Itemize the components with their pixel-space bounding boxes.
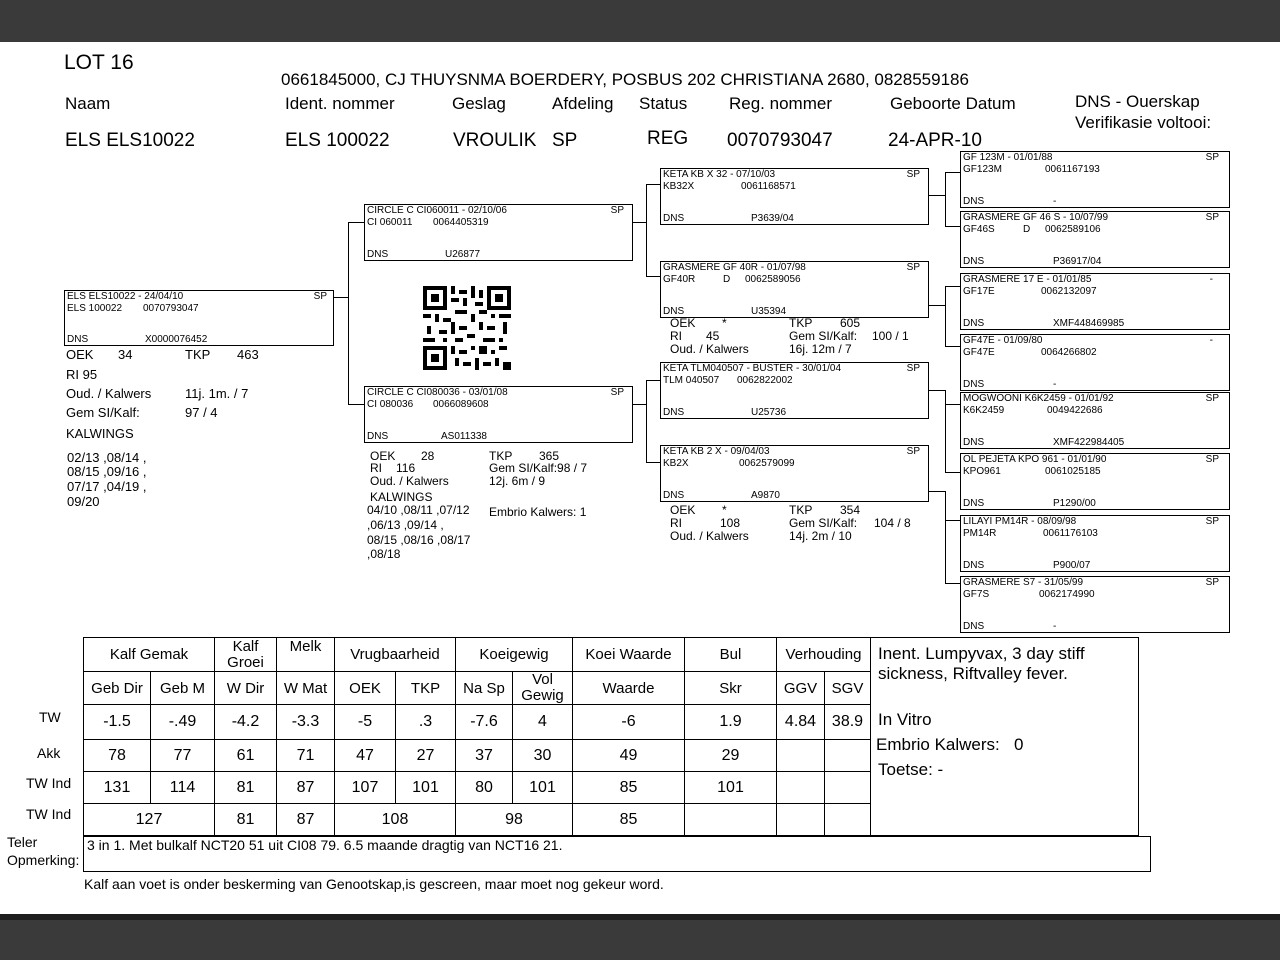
dam-tkp: 365 [539, 449, 560, 463]
twind-cell: 85 [573, 772, 685, 804]
gp-sp: SP [906, 169, 920, 180]
gp-id: KB2X [663, 458, 689, 469]
twind-cell: 101 [396, 772, 456, 804]
header-status: Status [639, 94, 688, 113]
teler-remarks-box [83, 836, 1151, 872]
sire-box-sp: SP [610, 205, 624, 216]
row-label-tw: TW [39, 709, 61, 725]
gp-reg: 0061168571 [741, 181, 796, 192]
ggp-box-1 [960, 151, 1230, 208]
group-koei-waarde: Koei Waarde [573, 638, 685, 672]
gp4-oek-label: OEK [670, 503, 696, 517]
ggp-title: GRASMERE S7 - 31/05/99 [963, 577, 1084, 588]
notes-invitro: In Vitro [878, 710, 932, 729]
connector [646, 380, 647, 462]
twind2-cell: 85 [573, 804, 685, 836]
akk-cell: 27 [396, 740, 456, 772]
value-naam: ELS ELS10022 [65, 130, 195, 151]
animal-box-sp: SP [313, 291, 327, 302]
gp4-ri: 108 [720, 516, 741, 530]
ggp-id: GF7S [963, 589, 990, 600]
ggp-title: GRASMERE GF 46 S - 10/07/99 [963, 212, 1109, 223]
gp-title: GRASMERE GF 40R - 01/07/98 [663, 262, 806, 273]
gp-box-3 [660, 362, 929, 419]
gp-dnsno: U25736 [751, 407, 787, 418]
group-kalf-groei: Kalf Groei [215, 638, 277, 672]
ggp-sp: - [1209, 335, 1213, 346]
ggp-sp: - [1209, 274, 1213, 285]
sub-na-sp: Na Sp [456, 672, 513, 705]
sub-geb-dir: Geb Dir [84, 672, 151, 705]
gp4-oud: 14j. 2m / 10 [789, 529, 852, 543]
dam-oud-label: Oud. / Kalwers [370, 474, 449, 488]
animal-box-dns: DNS [67, 334, 89, 345]
ggp-box-3 [960, 273, 1230, 330]
akk-cell: 77 [151, 740, 215, 772]
ggp-id: KPO961 [963, 466, 1001, 477]
twind-cell: 114 [151, 772, 215, 804]
gp-dns: DNS [663, 490, 685, 501]
connector [348, 222, 349, 404]
group-kalf-gemak: Kalf Gemak [84, 638, 215, 672]
ggp-box-4 [960, 334, 1230, 391]
dam-tkp-label: TKP [489, 449, 513, 463]
gp-title: KETA TLM040507 - BUSTER - 30/01/04 [663, 363, 842, 374]
ggp-sp: SP [1205, 393, 1219, 404]
gp4-tkp: 354 [840, 503, 861, 517]
gp4-gem-label: Gem SI/Kalf: [789, 516, 858, 530]
sire-box-dnsno: U26877 [445, 249, 481, 260]
ggp-reg: 0061176103 [1043, 528, 1098, 539]
connector [633, 222, 646, 223]
bottom-bar [0, 914, 1280, 960]
gp-sp: SP [906, 363, 920, 374]
ggp-dnsno: XMF448469985 [1053, 318, 1125, 329]
gp4-ri-label: RI [670, 516, 682, 530]
connector [945, 226, 960, 227]
dam-oek: 28 [421, 449, 435, 463]
notes-embrio-label: Embrio Kalwers: [876, 735, 1000, 754]
animal-gem: 97 / 4 [185, 405, 218, 420]
connector [929, 390, 945, 391]
connector [929, 491, 945, 492]
gp-dnsno: P3639/04 [751, 213, 794, 224]
ggp-dnsno: XMF422984405 [1053, 437, 1125, 448]
ggp-dns: DNS [963, 498, 985, 509]
dam-box-id: CI 080036 [367, 399, 414, 410]
value-geboorte: 24-APR-10 [888, 130, 982, 151]
connector [929, 305, 945, 306]
tw-cell: -3.3 [277, 705, 335, 740]
value-status: REG [647, 128, 689, 149]
connector [945, 520, 960, 521]
sire-box-title: CIRCLE C CI060011 - 02/10/06 [367, 205, 507, 216]
sire-box-dns: DNS [367, 249, 389, 260]
connector [945, 172, 960, 173]
gp-title: KETA KB 2 X - 09/04/03 [663, 446, 770, 457]
group-koeigewig: Koeigewig [456, 638, 573, 672]
animal-kalwings: KALWINGS [66, 426, 134, 441]
group-bul: Bul [685, 638, 777, 672]
ggp-dnsno: - [1053, 196, 1057, 207]
ggp-reg: 0062132097 [1041, 286, 1097, 297]
tw-cell: -5 [335, 705, 396, 740]
ggp-box-6 [960, 453, 1230, 510]
sub-tkp: TKP [396, 672, 456, 705]
gp4-oud-label: Oud. / Kalwers [670, 529, 749, 543]
value-geslag: VROULIK [453, 130, 537, 151]
tw-cell: -4.2 [215, 705, 277, 740]
gp-id: KB32X [663, 181, 695, 192]
ggp-dnsno: P36917/04 [1053, 256, 1102, 267]
ggp-title: LILAYI PM14R - 08/09/98 [963, 516, 1077, 527]
ggp-title: GF 123M - 01/01/88 [963, 152, 1053, 163]
connector [945, 390, 946, 472]
tw-cell: -1.5 [84, 705, 151, 740]
gp2-oek-label: OEK [670, 316, 696, 330]
performance-table [83, 637, 1139, 836]
ggp-dnsno: - [1053, 379, 1057, 390]
gp-id: TLM 040507 [663, 375, 720, 386]
connector [348, 222, 364, 223]
header-geslag: Geslag [452, 94, 506, 113]
ggp-sp: SP [1205, 152, 1219, 163]
gp2-gem-label: Gem SI/Kalf: [789, 329, 858, 343]
sub-ggv: GGV [777, 672, 825, 705]
ggp-dnsno: - [1053, 621, 1057, 632]
tw-cell: 4.84 [777, 705, 825, 740]
gp4-oek: * [722, 503, 727, 517]
tw-cell: 38.9 [825, 705, 871, 740]
ggp-id: GF46S [963, 224, 995, 235]
connector [633, 404, 646, 405]
connector [945, 286, 946, 346]
tw-cell: -6 [573, 705, 685, 740]
gp2-ri-label: RI [670, 329, 682, 343]
twind2-cell [777, 804, 825, 836]
animal-box-title: ELS ELS10022 - 24/04/10 [67, 291, 184, 302]
connector [348, 404, 364, 405]
ggp-dns: DNS [963, 437, 985, 448]
twind-cell [777, 772, 825, 804]
twind-cell: 131 [84, 772, 151, 804]
animal-kalw-line: 07/17 ,04/19 , [67, 479, 147, 494]
notes-toetse: Toetse: - [878, 760, 944, 779]
gp-dnsno: A9870 [751, 490, 780, 501]
sub-w-dir: W Dir [215, 672, 277, 705]
teler-label: Teler [7, 834, 38, 850]
ggp-box-5 [960, 392, 1230, 449]
animal-kalw-line: 09/20 [67, 494, 100, 509]
akk-cell: 30 [513, 740, 573, 772]
tw-cell: .3 [396, 705, 456, 740]
dam-box-reg: 0066089608 [433, 399, 489, 410]
ggp-reg: 0049422686 [1047, 405, 1103, 416]
sub-waarde: Waarde [573, 672, 685, 705]
lot-title: LOT 16 [64, 51, 134, 74]
header-dns-1: DNS - Ouerskap [1075, 92, 1200, 111]
gp2-tkp: 605 [840, 316, 861, 330]
connector [945, 472, 960, 473]
animal-kalw-line: 08/15 ,09/16 , [67, 464, 147, 479]
gp-dnsno: U35394 [751, 306, 787, 317]
animal-oud-label: Oud. / Kalwers [66, 386, 152, 401]
group-vrugbaarheid: Vrugbaarheid [335, 638, 456, 672]
ggp-sp: SP [1205, 454, 1219, 465]
gp4-gem: 104 / 8 [874, 516, 911, 530]
gp-dns: DNS [663, 306, 685, 317]
animal-oek-label: OEK [66, 347, 94, 362]
value-reg: 0070793047 [727, 130, 833, 151]
ggp-title: GF47E - 01/09/80 [963, 335, 1043, 346]
animal-box-id: ELS 100022 [67, 303, 123, 314]
ggp-dns: DNS [963, 196, 985, 207]
gp-title: KETA KB X 32 - 07/10/03 [663, 169, 776, 180]
header-dns-2: Verifikasie voltooi: [1075, 113, 1212, 132]
connector [646, 184, 660, 185]
gp-dns: DNS [663, 407, 685, 418]
animal-box [64, 290, 334, 346]
tw-cell: -.49 [151, 705, 215, 740]
dam-oek-label: OEK [370, 449, 396, 463]
dam-gem: Gem SI/Kalf:98 / 7 [489, 461, 588, 475]
ggp-dns: DNS [963, 318, 985, 329]
gp-reg: 0062589056 [745, 274, 801, 285]
dam-box-dnsno: AS011338 [441, 431, 487, 442]
animal-tkp-label: TKP [185, 347, 211, 362]
dam-kalwings: KALWINGS [370, 490, 433, 504]
animal-oud: 11j. 1m. / 7 [185, 386, 249, 401]
akk-cell: 71 [277, 740, 335, 772]
ggp-sex: D [1023, 224, 1031, 235]
gp2-oud-label: Oud. / Kalwers [670, 342, 749, 356]
twind-cell: 101 [513, 772, 573, 804]
connector [646, 184, 647, 276]
twind-cell: 107 [335, 772, 396, 804]
connector [945, 286, 960, 287]
connector [646, 380, 660, 381]
animal-gem-label: Gem SI/Kalf: [66, 405, 140, 420]
animal-box-reg: 0070793047 [143, 303, 199, 314]
sub-sgv: SGV [825, 672, 871, 705]
ggp-dnsno: P900/07 [1053, 560, 1091, 571]
twind2-cell: 87 [277, 804, 335, 836]
ggp-sp: SP [1205, 577, 1219, 588]
teler-remarks: 3 in 1. Met bulkalf NCT20 51 uit CI08 79. 6.5 maande dragtig van NCT16 21. [87, 837, 563, 853]
sub-geb-m: Geb M [151, 672, 215, 705]
connector [646, 462, 660, 463]
connector [945, 346, 960, 347]
header-reg: Reg. nommer [729, 94, 832, 113]
gp4-tkp-label: TKP [789, 503, 813, 517]
ggp-id: GF17E [963, 286, 995, 297]
twind2-cell: 108 [335, 804, 456, 836]
connector [929, 195, 945, 196]
notes-cell [871, 638, 1139, 836]
dam-ri: 116 [396, 461, 416, 475]
akk-cell [825, 740, 871, 772]
dam-kalw-line: 04/10 ,08/11 ,07/12 [367, 503, 470, 517]
ggp-id: GF47E [963, 347, 995, 358]
ggp-box-8 [960, 576, 1230, 633]
dam-oud: 12j. 6m / 9 [489, 474, 546, 488]
akk-cell: 61 [215, 740, 277, 772]
gp-reg: 0062822002 [737, 375, 793, 386]
dam-kalw-line: 08/15 ,08/16 ,08/17 [367, 533, 471, 547]
row-label-twind: TW Ind [26, 775, 72, 791]
sire-box [364, 204, 633, 261]
connector [334, 297, 348, 298]
qr-code [423, 286, 511, 370]
sub-skr: Skr [685, 672, 777, 705]
twind-cell: 80 [456, 772, 513, 804]
notes-inent: Inent. Lumpyvax, 3 day stiff sickness, Riftvalley fever. [878, 644, 1085, 683]
dam-embrio: Embrio Kalwers: 1 [489, 505, 587, 519]
row-label-twind-2: TW Ind [26, 806, 72, 822]
group-melk: Melk [277, 638, 335, 672]
twind2-cell: 127 [84, 804, 215, 836]
ggp-dns: DNS [963, 379, 985, 390]
ggp-id: K6K2459 [963, 405, 1005, 416]
connector [646, 276, 660, 277]
ggp-sp: SP [1205, 212, 1219, 223]
ggp-title: MOGWOONI K6K2459 - 01/01/92 [963, 393, 1114, 404]
dam-kalw-line: ,06/13 ,09/14 , [367, 518, 444, 532]
value-afdeling: SP [552, 130, 578, 151]
ggp-reg: 0061167193 [1045, 164, 1100, 175]
animal-kalw-line: 02/13 ,08/14 , [67, 450, 147, 465]
sub-w-mat: W Mat [277, 672, 335, 705]
dam-kalw-line: ,08/18 [367, 547, 401, 561]
ggp-reg: 0061025185 [1045, 466, 1101, 477]
akk-cell: 47 [335, 740, 396, 772]
ggp-id: PM14R [963, 528, 997, 539]
gp-id: GF40R [663, 274, 696, 285]
akk-cell: 78 [84, 740, 151, 772]
dam-box [364, 386, 633, 443]
connector [945, 491, 946, 583]
group-verhouding: Verhouding [777, 638, 871, 672]
header-naam: Naam [65, 94, 111, 113]
ggp-box-7 [960, 515, 1230, 572]
connector [945, 404, 960, 405]
animal-tkp: 463 [237, 347, 259, 362]
twind-cell [825, 772, 871, 804]
connector [945, 583, 960, 584]
top-bar [0, 0, 1280, 42]
twind2-cell: 98 [456, 804, 573, 836]
twind2-cell [685, 804, 777, 836]
header-ident: Ident. nommer [285, 94, 395, 113]
sire-box-reg: 0064405319 [433, 217, 489, 228]
twind-cell: 87 [277, 772, 335, 804]
animal-box-dnsno: X0000076452 [145, 334, 208, 345]
gp-sp: SP [906, 446, 920, 457]
akk-cell: 29 [685, 740, 777, 772]
twind-cell: 101 [685, 772, 777, 804]
gp-sp: SP [906, 262, 920, 273]
notes-embrio [876, 735, 1023, 755]
footer-note: Kalf aan voet is onder beskerming van Genootskap,is gescreen, maar moet nog gekeur word. [84, 876, 664, 892]
opmerking-label: Opmerking: [7, 852, 80, 868]
ggp-dnsno: P1290/00 [1053, 498, 1096, 509]
ggp-box-2 [960, 211, 1230, 268]
twind2-cell: 81 [215, 804, 277, 836]
tw-cell: 1.9 [685, 705, 777, 740]
animal-ri: RI 95 [66, 367, 98, 382]
ggp-title: GRASMERE 17 E - 01/01/85 [963, 274, 1092, 285]
breeder-info: 0661845000, CJ THUYSNMA BOERDERY, POSBUS 202 CHRISTIANA 2680, 0828559186 [281, 70, 969, 89]
ggp-dns: DNS [963, 621, 985, 632]
gp-box-4 [660, 445, 929, 502]
gp-box-1 [660, 168, 929, 225]
akk-cell: 37 [456, 740, 513, 772]
ggp-title: OL PEJETA KPO 961 - 01/01/90 [963, 454, 1107, 465]
tw-cell: -7.6 [456, 705, 513, 740]
twind-cell: 81 [215, 772, 277, 804]
tw-cell: 4 [513, 705, 573, 740]
gp-sex: D [723, 274, 731, 285]
dam-box-dns: DNS [367, 431, 389, 442]
notes-embrio-value: 0 [1013, 735, 1024, 754]
animal-oek: 34 [118, 347, 133, 362]
gp-box-2 [660, 261, 929, 318]
connector [945, 172, 946, 226]
ggp-id: GF123M [963, 164, 1002, 175]
gp2-tkp-label: TKP [789, 316, 813, 330]
ggp-reg: 0062589106 [1045, 224, 1101, 235]
gp-reg: 0062579099 [739, 458, 795, 469]
sire-box-id: CI 060011 [367, 217, 413, 228]
ggp-reg: 0062174990 [1039, 589, 1095, 600]
ggp-sp: SP [1205, 516, 1219, 527]
dam-ri-label: RI [370, 461, 382, 475]
header-afdeling: Afdeling [552, 94, 614, 113]
gp-dns: DNS [663, 213, 685, 224]
dam-box-title: CIRCLE C CI080036 - 03/01/08 [367, 387, 508, 398]
sub-vol-gewig: Vol Gewig [513, 672, 573, 705]
gp2-oud: 16j. 12m / 7 [789, 342, 852, 356]
value-ident: ELS 100022 [285, 130, 390, 151]
ggp-reg: 0064266802 [1041, 347, 1097, 358]
gp2-oek: * [722, 316, 727, 330]
header-geboorte: Geboorte Datum [890, 94, 1016, 113]
row-label-akk: Akk [37, 745, 61, 761]
akk-cell: 49 [573, 740, 685, 772]
akk-cell [777, 740, 825, 772]
sub-oek: OEK [335, 672, 396, 705]
gp2-gem: 100 / 1 [872, 329, 909, 343]
ggp-dns: DNS [963, 256, 985, 267]
ggp-dns: DNS [963, 560, 985, 571]
gp2-ri: 45 [706, 329, 720, 343]
twind2-cell [825, 804, 871, 836]
dam-box-sp: SP [610, 387, 624, 398]
